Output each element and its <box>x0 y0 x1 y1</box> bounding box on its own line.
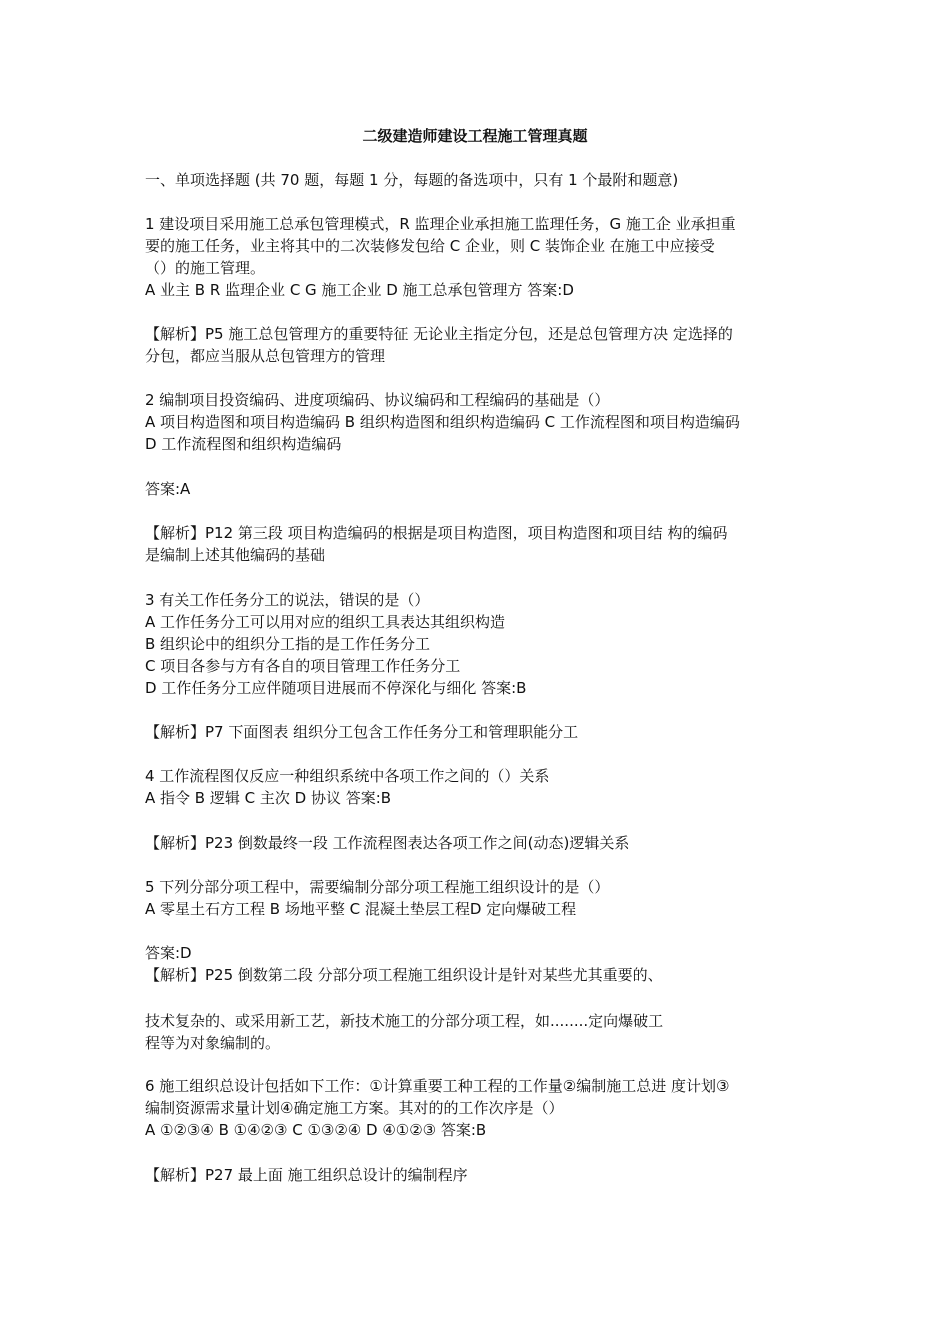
question-3-text: 3 有关工作任务分工的说法，错误的是（） <box>145 591 430 609</box>
question-6-options: A ①②③④ B ①④②③ C ①③②④ D ④①②③ 答案:B <box>145 1121 487 1139</box>
question-1-text-line-2: 要的施工任务，业主将其中的二次装修发包给 C 企业，则 C 装饰企业 在施工中应接受 <box>145 237 715 255</box>
question-4-analysis: 【解析】P23 倒数最终一段 工作流程图表达各项工作之间(动态)逻辑关系 <box>145 834 630 852</box>
question-2-options-line-2: D 工作流程图和组织构造编码 <box>145 435 342 453</box>
question-6-text-line-1: 6 施工组织总设计包括如下工作：①计算重要工种工程的工作量②编制施工总进 度计划③ <box>145 1077 730 1095</box>
question-4-options: A 指令 B 逻辑 C 主次 D 协议 答案:B <box>145 789 392 807</box>
question-2-answer: 答案:A <box>145 480 191 498</box>
question-6-text-line-2: 编制资源需求量计划④确定施工方案。其对的的工作次序是（） <box>145 1099 564 1117</box>
question-2-analysis-line-1: 【解析】P12 第三段 项目构造编码的根据是项目构造图，项目构造图和项目结 构的编码 <box>145 524 728 542</box>
question-5-analysis-line-1: 【解析】P25 倒数第二段 分部分项工程施工组织设计是针对某些尤其重要的、 <box>145 966 663 984</box>
question-1-options: A 业主 B R 监理企业 C G 施工企业 D 施工总承包管理方 答案:D <box>145 281 574 299</box>
section-heading: 一、单项选择题 (共 70 题，每题 1 分，每题的备选项中，只有 1 个最附和题意) <box>145 171 679 189</box>
question-3-option-c: C 项目各参与方有各自的项目管理工作任务分工 <box>145 657 461 675</box>
question-3-option-d: D 工作任务分工应伴随项目进展而不停深化与细化 答案:B <box>145 679 527 697</box>
question-5-analysis-line-2: 技术复杂的、或采用新工艺，新技术施工的分部分项工程，如........定向爆破工 <box>145 1012 664 1030</box>
question-3-option-b: B 组织论中的组织分工指的是工作任务分工 <box>145 635 431 653</box>
question-5-answer: 答案:D <box>145 944 192 962</box>
question-2-text: 2 编制项目投资编码、进度项编码、协议编码和工程编码的基础是（） <box>145 391 610 409</box>
question-3-analysis: 【解析】P7 下面图表 组织分工包含工作任务分工和管理职能分工 <box>145 723 579 741</box>
question-1-text-line-3: （）的施工管理。 <box>145 259 266 277</box>
question-6-analysis: 【解析】P27 最上面 施工组织总设计的编制程序 <box>145 1166 468 1184</box>
question-5-options: A 零星土石方工程 B 场地平整 C 混凝土垫层工程D 定向爆破工程 <box>145 900 577 918</box>
question-2-options-line-1: A 项目构造图和项目构造编码 B 组织构造图和组织构造编码 C 工作流程图和项目构造编码 <box>145 413 740 431</box>
question-2-analysis-line-2: 是编制上述其他编码的基础 <box>145 546 326 564</box>
question-1-text-line-1: 1 建设项目采用施工总承包管理模式，R 监理企业承担施工监理任务，G 施工企 业承担重 <box>145 215 736 233</box>
question-1-analysis-line-2: 分包，都应当服从总包管理方的管理 <box>145 347 386 365</box>
question-5-text: 5 下列分部分项工程中，需要编制分部分项工程施工组织设计的是（） <box>145 878 610 896</box>
question-5-analysis-line-3: 程等为对象编制的。 <box>145 1034 281 1052</box>
document-title: 二级建造师建设工程施工管理真题 <box>362 127 588 145</box>
question-4-text: 4 工作流程图仅反应一种组织系统中各项工作之间的（）关系 <box>145 767 550 785</box>
question-1-analysis-line-1: 【解析】P5 施工总包管理方的重要特征 无论业主指定分包，还是总包管理方决 定选择的 <box>145 325 733 343</box>
question-3-option-a: A 工作任务分工可以用对应的组织工具表达其组织构造 <box>145 613 506 631</box>
